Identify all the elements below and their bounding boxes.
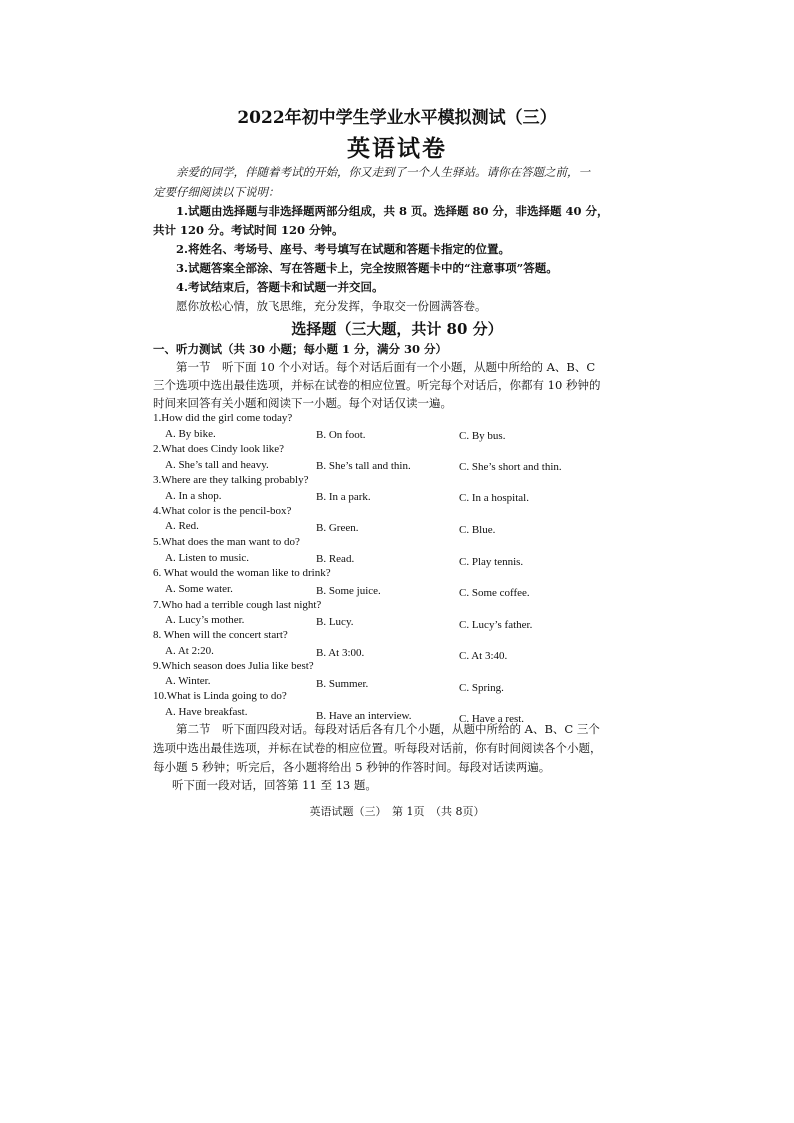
q2-option-c: C. She’s short and thin. — [459, 461, 562, 473]
q3-option-b: B. In a park. — [316, 491, 371, 503]
q7-option-b: B. Lucy. — [316, 616, 354, 628]
note-2: 2.将姓名、考场号、座号、考号填写在试题和答题卡指定的位置。 — [176, 242, 511, 256]
q6-option-c: C. Some coffee. — [459, 587, 530, 599]
q8-option-c: C. At 3:40. — [459, 650, 508, 662]
question-5: 5.What does the man want to do? — [153, 536, 300, 548]
q3-option-c: C. In a hospital. — [459, 492, 529, 504]
q9-option-c: C. Spring. — [459, 682, 504, 694]
q2-option-a: A. She’s tall and heavy. — [165, 459, 269, 471]
question-4: 4.What color is the pencil-box? — [153, 505, 292, 517]
q1-option-a: A. By bike. — [165, 428, 216, 440]
q4-option-c: C. Blue. — [459, 524, 496, 536]
q1-option-b: B. On foot. — [316, 429, 366, 441]
question-7: 7.Who had a terrible cough last night? — [153, 599, 322, 611]
section-heading: 选择题（三大题，共计 80 分） — [291, 320, 503, 338]
q1-option-c: C. By bus. — [459, 430, 506, 442]
q10-option-a: A. Have breakfast. — [165, 706, 248, 718]
q8-option-a: A. At 2:20. — [165, 645, 214, 657]
q7-option-a: A. Lucy’s mother. — [165, 614, 245, 626]
q2-option-b: B. She’s tall and thin. — [316, 460, 411, 472]
question-1: 1.How did the girl come today? — [153, 412, 293, 424]
note-1b: 共计 120 分。考试时间 120 分钟。 — [153, 223, 344, 237]
exam-subject-title: 英语试卷 — [347, 135, 447, 162]
question-10: 10.What is Linda going to do? — [153, 690, 287, 702]
q4-option-b: B. Green. — [316, 522, 359, 534]
q6-option-a: A. Some water. — [165, 583, 233, 595]
question-6: 6. What would the woman like to drink? — [153, 567, 331, 579]
sub1-line-1: 第一节 听下面 10 个小对话。每个对话后面有一个小题，从题中所给的 A、B、C — [176, 360, 596, 374]
q8-option-b: B. At 3:00. — [316, 647, 365, 659]
question-8: 8. When will the concert start? — [153, 629, 288, 641]
sub2-line-3: 每小题 5 秒钟；听完后，各小题将给出 5 秒钟的作答时间。每段对话读两遍。 — [153, 760, 551, 774]
q3-option-a: A. In a shop. — [165, 490, 222, 502]
exam-title: 2022年初中学生学业水平模拟测试（三） — [237, 108, 557, 128]
page-footer: 英语试题（三） 第 1页 （共 8页） — [309, 805, 485, 818]
intro-line-1: 亲爱的同学，伴随着考试的开始，你又走到了一个人生驿站。请你在答题之前，一 — [176, 165, 590, 179]
q9-option-a: A. Winter. — [165, 675, 211, 687]
question-2: 2.What does Cindy look like? — [153, 443, 285, 455]
intro-line-2: 定要仔细阅读以下说明： — [153, 185, 280, 199]
q10-option-b: B. Have an interview. — [316, 710, 412, 722]
sub2-line-2: 选项中选出最佳选项，并标在试卷的相应位置。听每段对话前，你有时间阅读各个小题， — [153, 741, 602, 755]
q10-option-c: C. Have a rest. — [459, 713, 525, 725]
note-4: 4.考试结束后，答题卡和试题一并交回。 — [176, 280, 384, 294]
q5-option-a: A. Listen to music. — [165, 552, 250, 564]
q9-option-b: B. Summer. — [316, 678, 369, 690]
q6-option-b: B. Some juice. — [316, 585, 381, 597]
sub2-line-1: 第二节 听下面四段对话。每段对话后各有几个小题，从题中所给的 A、B、C 三个 — [176, 722, 600, 736]
wish-line: 愿你放松心情，放飞思维，充分发挥，争取交一份圆满答卷。 — [176, 299, 487, 313]
q7-option-c: C. Lucy’s father. — [459, 619, 533, 631]
question-3: 3.Where are they talking probably? — [153, 474, 309, 486]
question-9: 9.Which season does Julia like best? — [153, 660, 314, 672]
part-1-heading: 一、听力测试（共 30 小题；每小题 1 分，满分 30 分） — [153, 342, 448, 356]
q5-option-c: C. Play tennis. — [459, 556, 524, 568]
note-1a: 1.试题由选择题与非选择题两部分组成，共 8 页。选择题 80 分，非选择题 40 分， — [176, 204, 609, 218]
q5-option-b: B. Read. — [316, 553, 355, 565]
sub1-line-3: 时间来回答有关小题和阅读下一小题。每个对话仅读一遍。 — [153, 396, 452, 410]
q4-option-a: A. Red. — [165, 520, 199, 532]
sub2-line-4: 听下面一段对话，回答第 11 至 13 题。 — [172, 778, 377, 792]
sub1-line-2: 三个选项中选出最佳选项，并标在试卷的相应位置。听完每个对话后，你都有 10 秒钟的 — [153, 378, 601, 392]
note-3: 3.试题答案全部涂、写在答题卡上，完全按照答题卡中的“注意事项”答题。 — [176, 261, 558, 275]
